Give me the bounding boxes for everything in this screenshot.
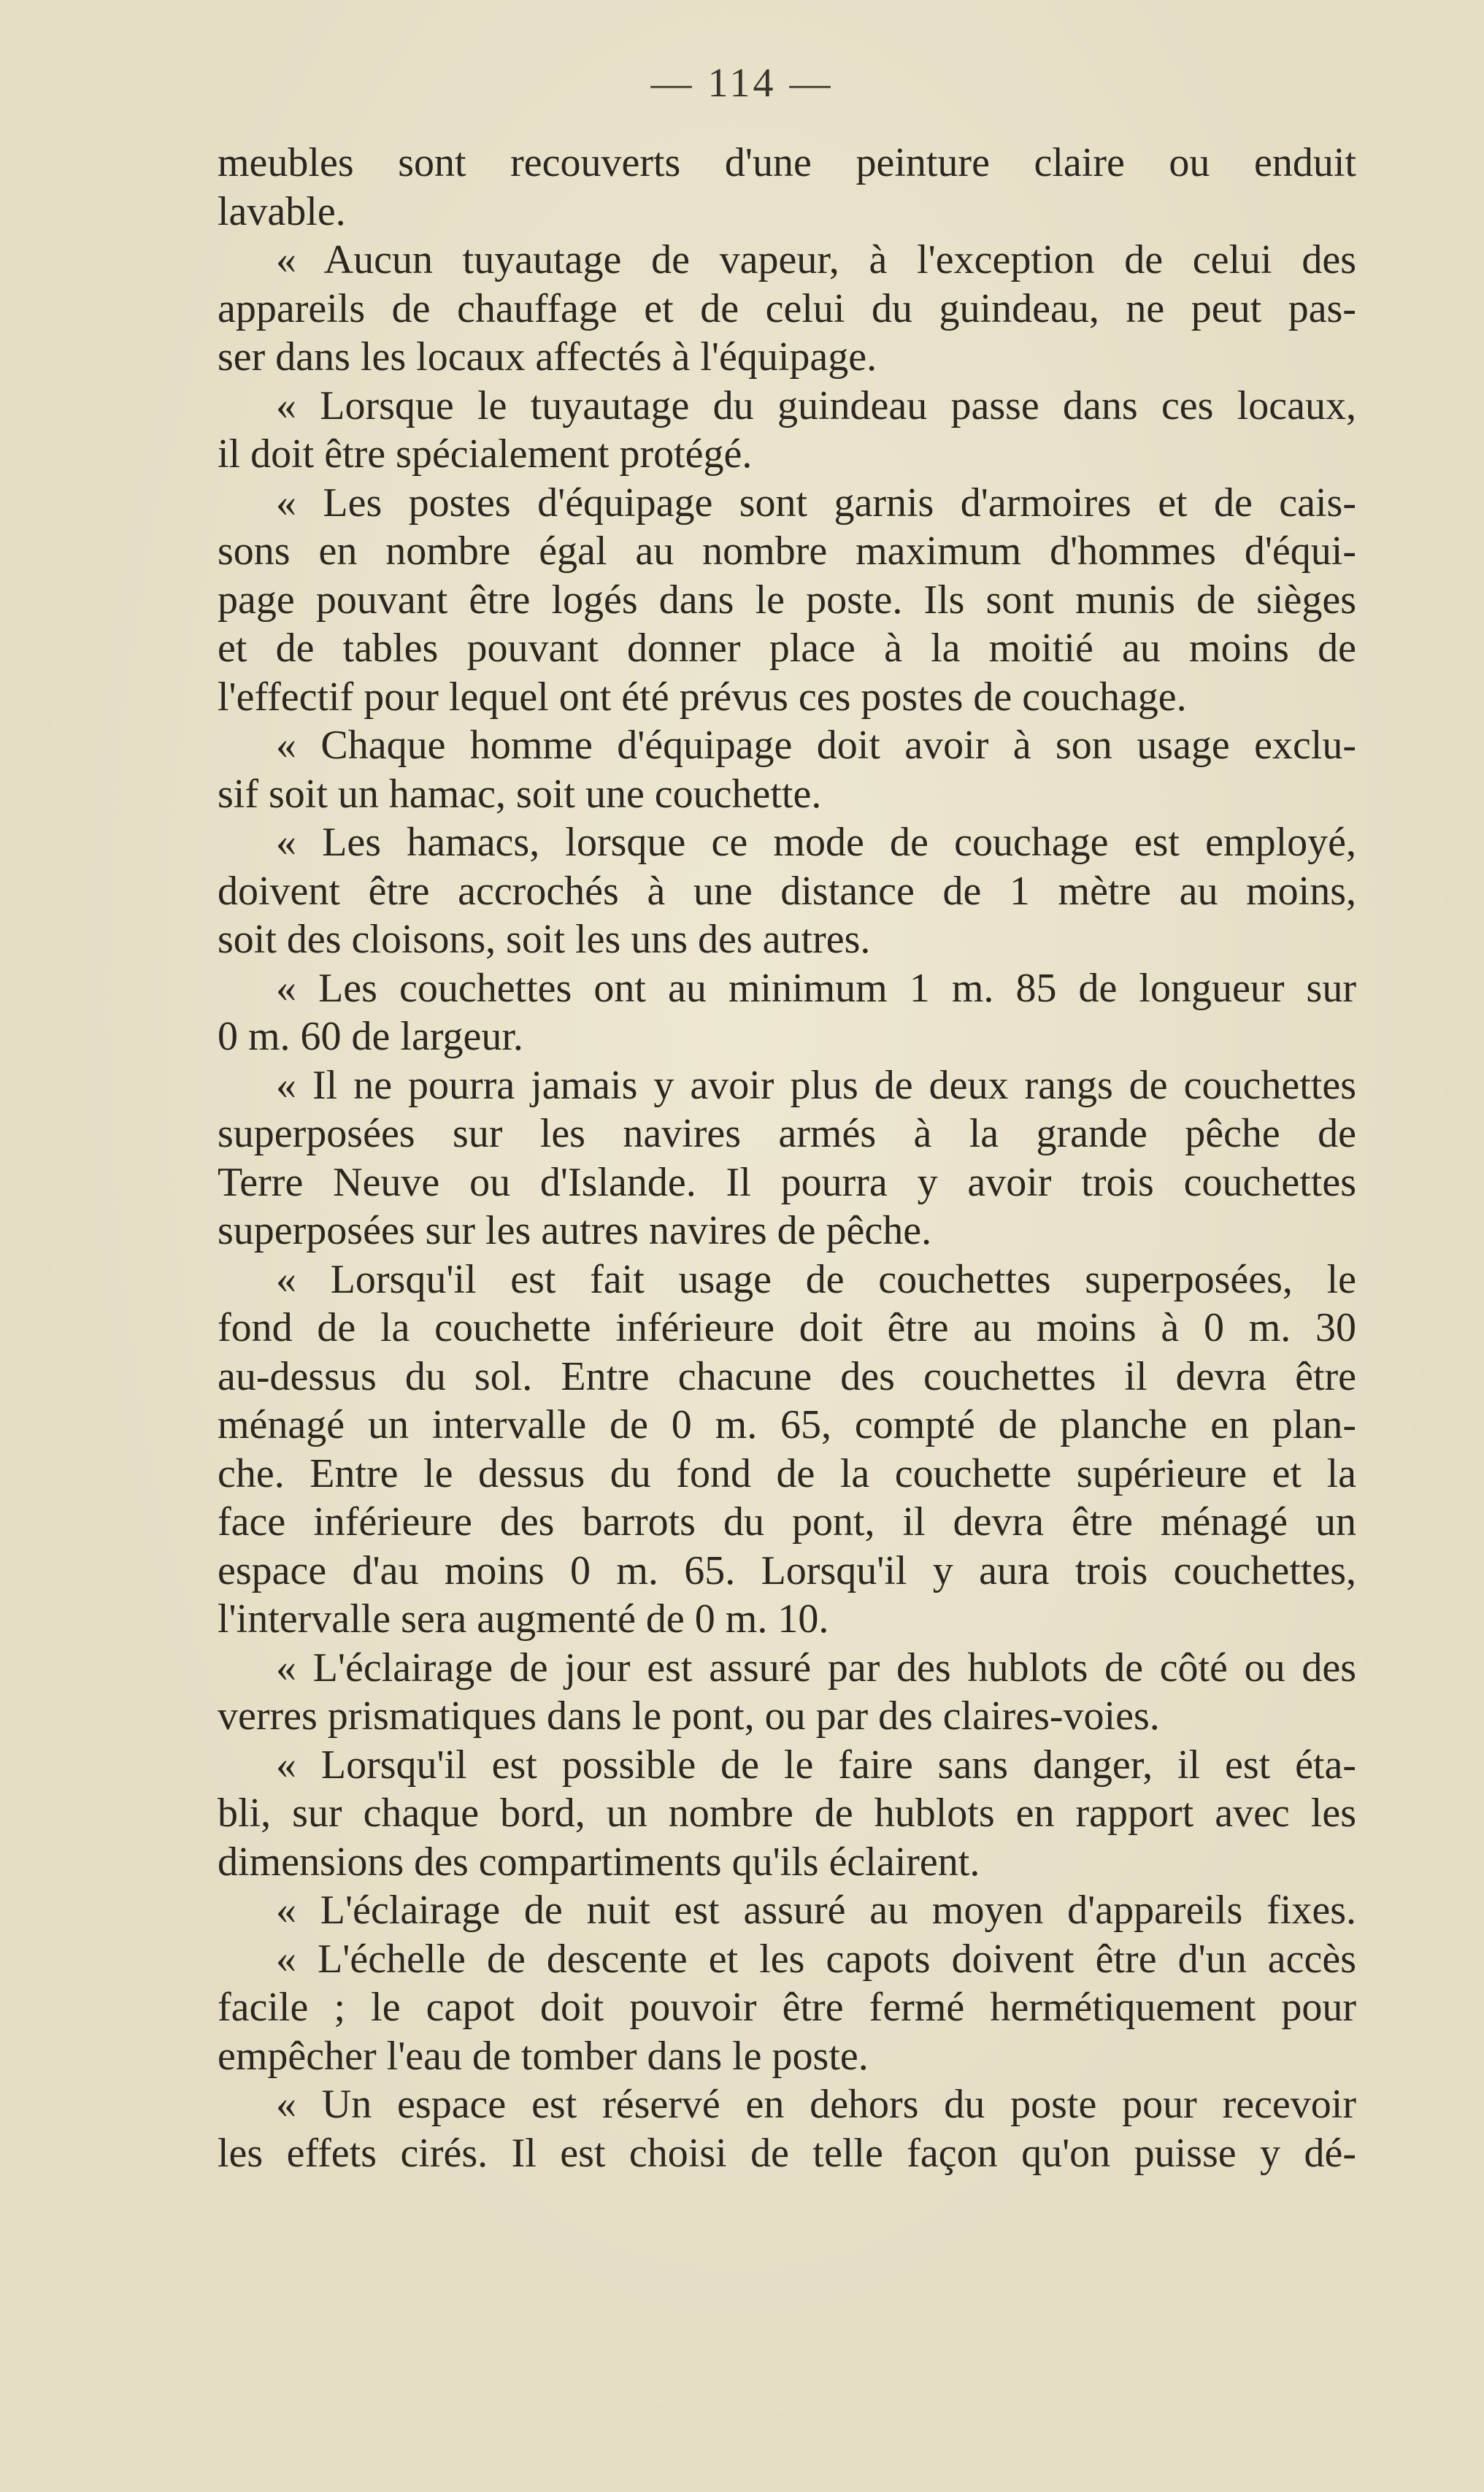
page-number: — 114 —: [650, 61, 834, 106]
text-line: bli, sur chaque bord, un nombre de hublots en rapport avec les: [218, 1791, 1356, 1836]
text-line: espace d'au moins 0 m. 65. Lorsqu'il y aura trois couchettes,: [218, 1547, 1356, 1593]
text-line: meubles sont recouverts d'une peinture claire ou enduit: [218, 140, 1356, 185]
text-line: fond de la couchette inférieure doit être au moins à 0 m. 30: [218, 1305, 1356, 1350]
text-line: et de tables pouvant donner place à la moitié au moins de: [218, 626, 1356, 671]
text-line: « Aucun tuyautage de vapeur, à l'exception de celui des: [276, 237, 1356, 282]
text-line: dimensions des compartiments qu'ils éclairent.: [218, 1839, 980, 1885]
text-line: l'intervalle sera augmenté de 0 m. 10.: [218, 1596, 829, 1642]
text-line: 0 m. 60 de largeur.: [218, 1014, 523, 1059]
text-line: « Lorsqu'il est fait usage de couchettes superposées, le: [276, 1256, 1356, 1302]
text-line: « Il ne pourra jamais y avoir plus de deux rangs de couchettes: [276, 1062, 1356, 1108]
text-line: page pouvant être logés dans le poste. Ils sont munis de sièges: [218, 577, 1356, 623]
text-line: appareils de chauffage et de celui du guindeau, ne peut pas-: [218, 285, 1356, 331]
text-line: superposées sur les autres navires de pêche.: [218, 1208, 932, 1253]
text-line: il doit être spécialement protégé.: [218, 431, 753, 477]
text-line: ménagé un intervalle de 0 m. 65, compté de planche en plan-: [218, 1402, 1356, 1447]
text-line: « Lorsqu'il est possible de le faire sans danger, il est éta-: [276, 1742, 1356, 1788]
text-line: Terre Neuve ou d'Islande. Il pourra y avoir trois couchettes: [218, 1159, 1356, 1205]
text-line: sif soit un hamac, soit une couchette.: [218, 771, 822, 817]
text-line: « Les couchettes ont au minimum 1 m. 85 de longueur sur: [276, 965, 1356, 1011]
text-line: les effets cirés. Il est choisi de telle façon qu'on puisse y dé-: [218, 2130, 1356, 2176]
text-line: sons en nombre égal au nombre maximum d'hommes d'équi-: [218, 528, 1356, 574]
text-line: doivent être accrochés à une distance de 1 mètre au moins,: [218, 868, 1356, 914]
text-line: au-dessus du sol. Entre chacune des couchettes il devra être: [218, 1353, 1356, 1399]
text-line: empêcher l'eau de tomber dans le poste.: [218, 2033, 869, 2079]
text-line: « L'éclairage de nuit est assuré au moyen d'appareils fixes.: [276, 1888, 1356, 1933]
text-line: face inférieure des barrots du pont, il devra être ménagé un: [218, 1499, 1356, 1545]
text-line: superposées sur les navires armés à la grande pêche de: [218, 1111, 1356, 1156]
text-line: « Les hamacs, lorsque ce mode de couchage est employé,: [276, 820, 1356, 865]
text-line: l'effectif pour lequel ont été prévus ces postes de couchage.: [218, 674, 1187, 720]
body-text: [218, 139, 1356, 2177]
text-line: verres prismatiques dans le pont, ou par des claires-voies.: [218, 1693, 1160, 1739]
text-line: « L'éclairage de jour est assuré par des hublots de côté ou des: [276, 1645, 1356, 1691]
text-line: « L'échelle de descente et les capots doivent être d'un accès: [276, 1936, 1356, 1982]
text-line: che. Entre le dessus du fond de la couchette supérieure et la: [218, 1450, 1356, 1496]
text-line: « Chaque homme d'équipage doit avoir à son usage exclu-: [276, 723, 1356, 768]
text-line: lavable.: [218, 188, 346, 234]
text-line: « Lorsque le tuyautage du guindeau passe dans ces locaux,: [276, 382, 1356, 428]
text-line: « Les postes d'équipage sont garnis d'armoires et de cais-: [276, 480, 1356, 526]
text-line: facile ; le capot doit pouvoir être fermé hermétiquement pour: [218, 1985, 1356, 2030]
text-line: ser dans les locaux affectés à l'équipage.: [218, 334, 877, 380]
text-line: soit des cloisons, soit les uns des autres.: [218, 917, 871, 962]
text-line: « Un espace est réservé en dehors du poste pour recevoir: [276, 2082, 1356, 2127]
